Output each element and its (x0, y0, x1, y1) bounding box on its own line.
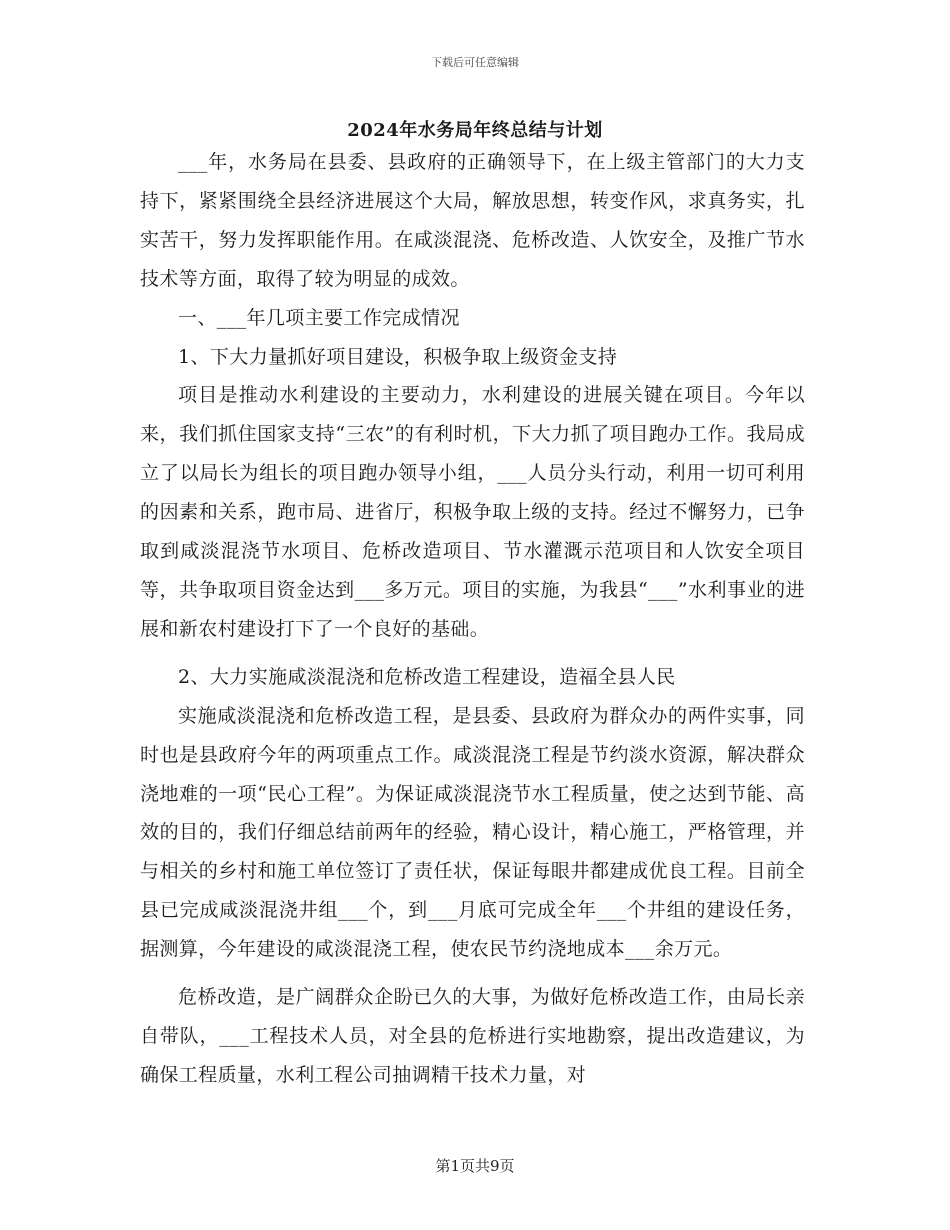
download-note: 下载后可任意编辑 (431, 56, 519, 69)
body-paragraph-bridges: 危桥改造，是广阔群众企盼已久的大事，为做好危桥改造工作，由局长亲自带队，___工程技术人员，对全县的危桥进行实地勘察，提出改造建议，为确保工程质量，水利工程公司抽调精干技术力量，对 (140, 986, 805, 1086)
subsection-heading-1: 1、下大力量抓好项目建设，积极争取上级资金支持 (178, 345, 618, 368)
body-paragraph-irrigation: 实施咸淡混浇和危桥改造工程，是县委、县政府为群众办的两件实事，同时也是县政府今年的两项重点工作。咸淡混浇工程是节约淡水资源，解决群众浇地难的一项“民心工程”。为保证咸淡混浇节水工程质量，使之达到节能、高效的目的，我们仔细总结前两年的经验，精心设计，精心施工，严格管理，并与相关的乡村和施工单位签订了责任状，保证每眼井都建成优良工程。目前全县已完成咸淡混浇井组___个，到___月底可完成全年___个井组的建设任务，据测算，今年建设的咸淡混浇工程，使农民节约浇地成本___余万元。 (140, 704, 805, 961)
body-paragraph-projects: 项目是推动水利建设的主要动力，水利建设的进展关键在项目。今年以来，我们抓住国家支持“三农”的有利时机，下大力抓了项目跑办工作。我局成立了以局长为组长的项目跑办领导小组，___人员分头行动，利用一切可利用的因素和关系，跑市局、进省厅，积极争取上级的支持。经过不懈努力，已争取到咸淡混浇节水项目、危桥改造项目、节水灌溉示范项目和人饮安全项目等，共争取项目资金达到___多万元。项目的实施，为我县“___”水利事业的进展和新农村建设打下了一个良好的基础。 (140, 384, 805, 640)
page-indicator: 第1页共9页 (435, 1157, 515, 1175)
document-title: 2024年水务局年终总结与计划 (347, 120, 603, 141)
section-heading: 一、___年几项主要工作完成情况 (178, 306, 460, 329)
subsection-heading-2: 2、大力实施咸淡混浇和危桥改造工程建设，造福全县人民 (178, 665, 676, 688)
document-body (140, 143, 805, 1095)
intro-paragraph: ___年，水务局在县委、县政府的正确领导下，在上级主管部门的大力支持下，紧紧围绕全县经济进展这个大局，解放思想，转变作风，求真务实，扎实苦干，努力发挥职能作用。在咸淡混浇、危桥改造、人饮安全，及推广节水技术等方面，取得了较为明显的成效。 (140, 151, 805, 290)
